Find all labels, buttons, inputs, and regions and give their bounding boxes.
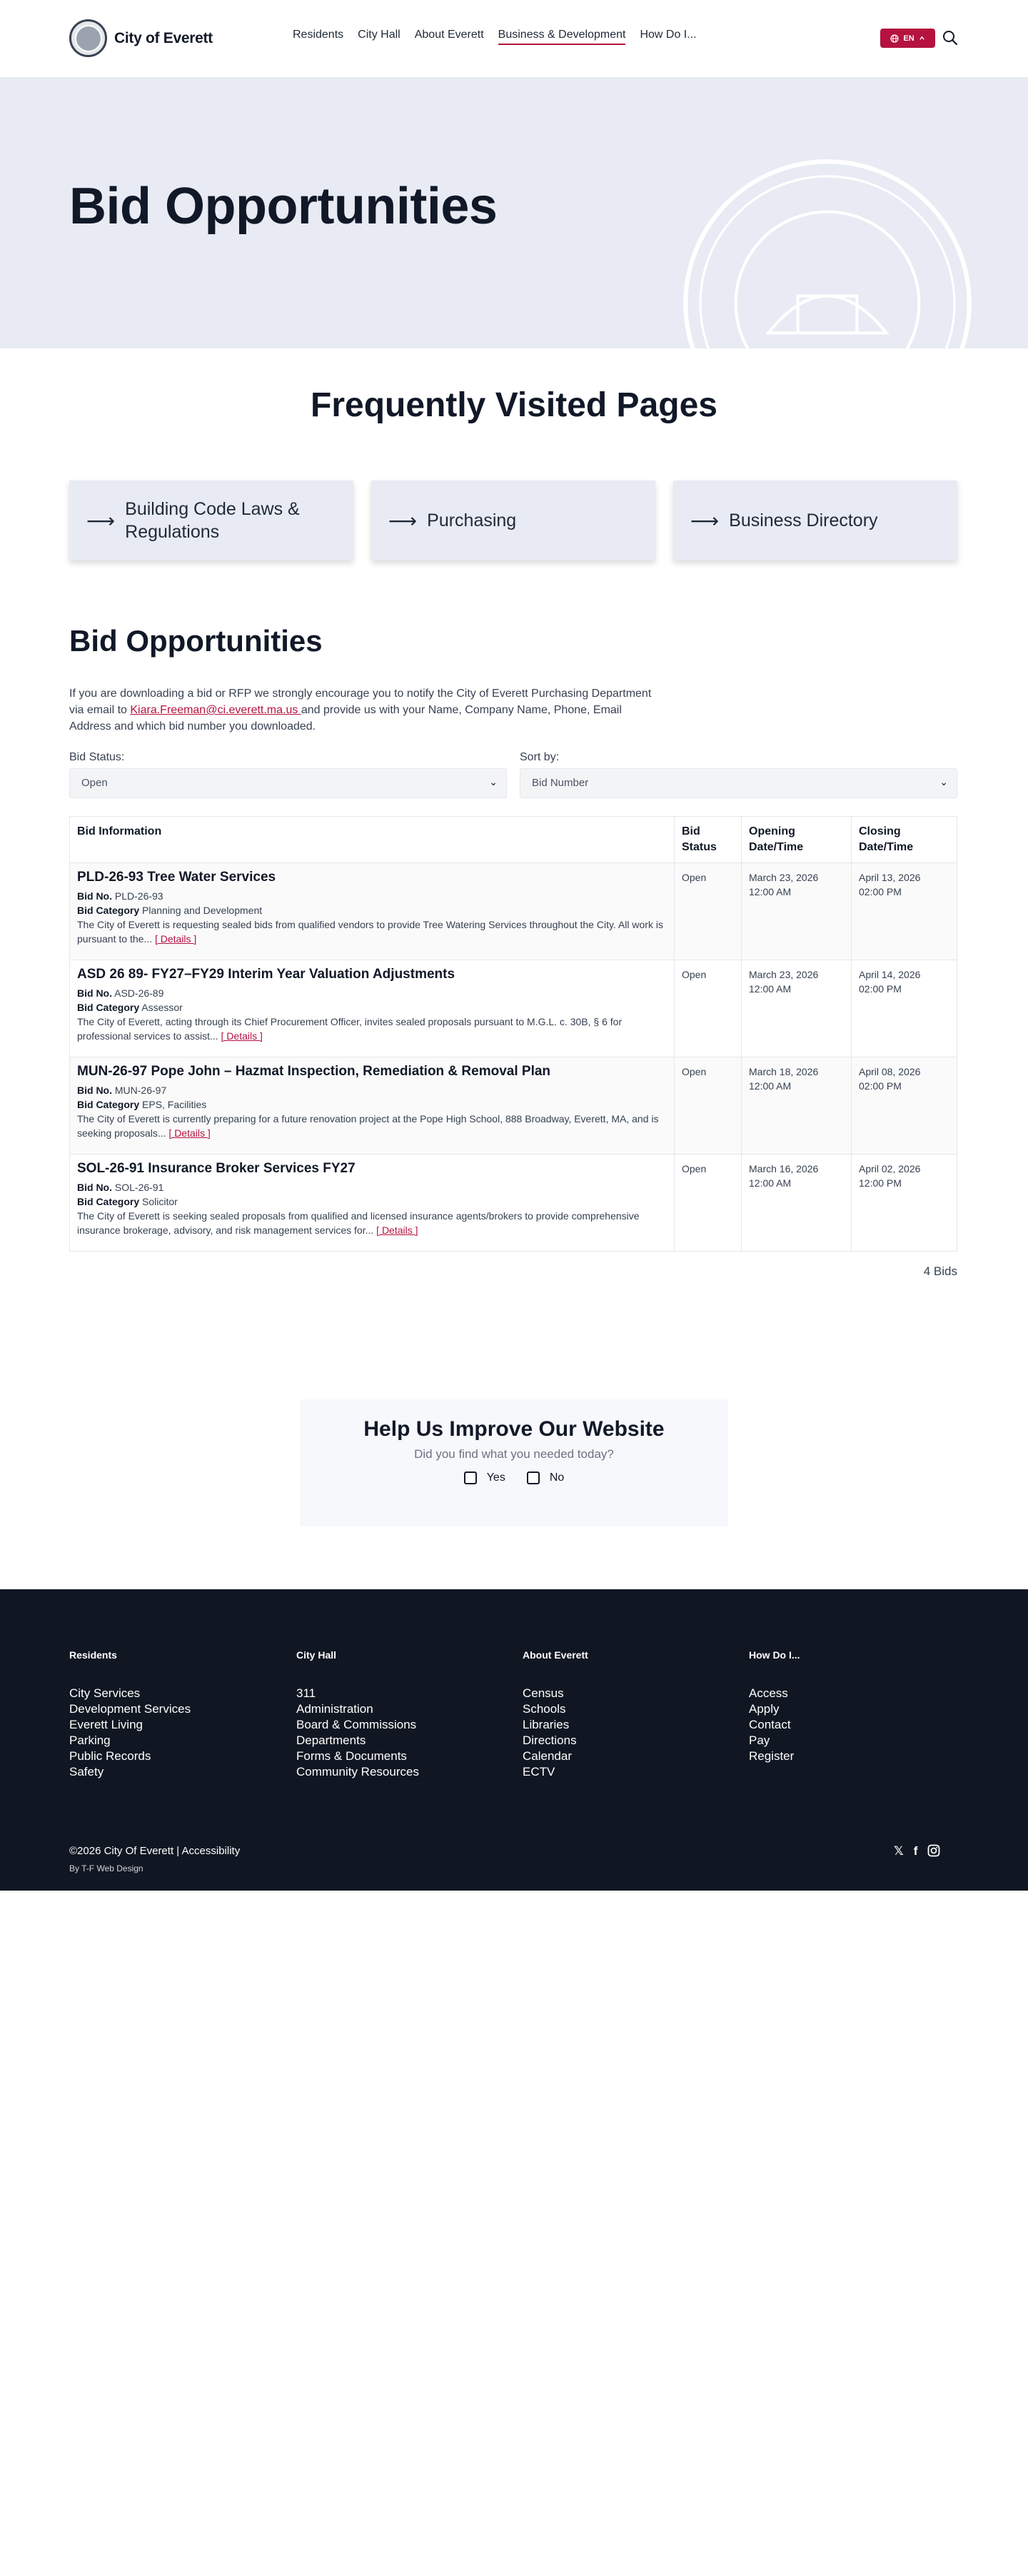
bid-name[interactable]: SOL-26-91 Insurance Broker Services FY27 xyxy=(77,1161,356,1176)
details-link[interactable]: [ Details ] xyxy=(154,933,197,945)
bid-number: Bid No. PLD-26-93 xyxy=(77,890,163,902)
site-logo[interactable] xyxy=(69,19,213,57)
search-icon[interactable] xyxy=(942,30,958,46)
card-building-code[interactable] xyxy=(69,481,353,560)
table-row xyxy=(70,960,957,1057)
footer-link[interactable]: Departments xyxy=(296,1734,366,1747)
hero-banner xyxy=(0,77,1028,348)
social-links xyxy=(894,1844,940,1858)
arrow-right-icon: ⟶ xyxy=(86,509,116,532)
language-button[interactable] xyxy=(880,29,935,48)
bid-status-cell: Open xyxy=(675,1057,742,1154)
bid-description: The City of Everett is requesting sealed bids from qualified vendors to provide Tree Watering Services throughout the City. All work is pursuant to the... [ Details ] xyxy=(77,919,663,945)
feedback-options xyxy=(300,1471,728,1484)
footer-link[interactable]: Pay xyxy=(749,1734,770,1747)
logo-text: City of Everett xyxy=(114,29,213,46)
arrow-right-icon: ⟶ xyxy=(388,509,418,532)
sort-by-select[interactable] xyxy=(520,768,957,798)
card-label: Purchasing xyxy=(427,510,517,530)
bid-number: Bid No. ASD-26-89 xyxy=(77,987,164,999)
col-closing-date: Closing Date/Time xyxy=(852,817,957,863)
closing-date-cell: April 14, 2026 02:00 PM xyxy=(852,960,957,1057)
opening-date-cell: March 18, 2026 12:00 AM xyxy=(742,1057,852,1154)
details-link[interactable]: [ Details ] xyxy=(376,1224,418,1236)
sort-by-label: Sort by: xyxy=(520,751,560,763)
bid-description: The City of Everett is seeking sealed proposals from qualified and licensed insurance agents/brokers to provide comprehensive insurance brokerage, advisory, and risk management services for... [ Details ] xyxy=(77,1210,640,1236)
footer-column-about-everett xyxy=(523,1649,588,1780)
frequently-visited-title: Frequently Visited Pages xyxy=(311,386,717,424)
footer-link[interactable]: Directions xyxy=(523,1734,577,1747)
footer-link[interactable]: Contact xyxy=(749,1718,791,1731)
chevron-down-icon: ⌄ xyxy=(939,776,948,788)
bids-count: 4 Bids xyxy=(923,1264,957,1278)
footer-link[interactable]: Access xyxy=(749,1686,788,1700)
bid-name[interactable]: ASD 26 89- FY27–FY29 Interim Year Valuation Adjustments xyxy=(77,967,455,982)
closing-date-cell: April 08, 2026 02:00 PM xyxy=(852,1057,957,1154)
sort-by-value: Bid Number xyxy=(532,777,589,789)
footer-link[interactable]: Calendar xyxy=(523,1749,572,1763)
bid-info-cell xyxy=(70,1057,675,1154)
nav-about-everett[interactable]: About Everett xyxy=(414,29,484,41)
nav-residents[interactable]: Residents xyxy=(293,29,344,41)
city-seal-icon xyxy=(69,19,107,57)
footer-link[interactable]: City Services xyxy=(69,1686,141,1700)
footer-column-title: City Hall xyxy=(296,1649,337,1661)
feedback-title: Help Us Improve Our Website xyxy=(363,1417,665,1441)
bid-status-cell: Open xyxy=(675,863,742,960)
intro-text: If you are downloading a bid or RFP we strongly encourage you to notify the City of Everett Purchasing Department via email to xyxy=(69,688,652,716)
bid-number: Bid No. SOL-26-91 xyxy=(77,1182,164,1193)
bid-status-value: Open xyxy=(81,777,108,789)
closing-date-cell: April 02, 2026 12:00 PM xyxy=(852,1154,957,1252)
col-bid-information: Bid Information xyxy=(70,817,675,863)
opening-date-cell: March 16, 2026 12:00 AM xyxy=(742,1154,852,1252)
site-header xyxy=(0,0,1028,77)
feedback-widget xyxy=(300,1399,728,1526)
yes-label: Yes xyxy=(486,1471,505,1484)
chevron-up-icon xyxy=(919,35,925,41)
table-row xyxy=(70,1154,957,1252)
closing-date-cell: April 13, 2026 02:00 PM xyxy=(852,863,957,960)
feedback-yes-option[interactable] xyxy=(464,1471,505,1484)
footer-link[interactable]: Register xyxy=(749,1749,795,1763)
site-footer xyxy=(0,1589,1028,1891)
footer-column-title: How Do I... xyxy=(749,1649,800,1661)
intro-text: and provide us with your Name, Company Name, Phone, Email Address and which bid number you downloaded. xyxy=(69,704,622,733)
bid-info-cell xyxy=(70,863,675,960)
bid-name[interactable]: PLD-26-93 Tree Water Services xyxy=(77,870,276,885)
table-row xyxy=(70,1057,957,1154)
nav-city-hall[interactable]: City Hall xyxy=(358,29,400,41)
bid-category: Bid Category EPS, Facilities xyxy=(77,1099,207,1110)
bid-intro xyxy=(69,685,662,735)
copyright-text[interactable]: ©2026 City Of Everett | Accessibility xyxy=(69,1845,241,1857)
bid-description: The City of Everett is currently preparing for a future renovation project at the Pope High School, 888 Broadway, Everett, MA, and is seeking proposals... [ Details ] xyxy=(77,1113,659,1139)
footer-link[interactable]: Safety xyxy=(69,1765,104,1778)
email-link[interactable]: Kiara.Freeman@ci.everett.ma.us xyxy=(130,704,301,716)
col-bid-status: Bid Status xyxy=(675,817,742,863)
bid-status-cell: Open xyxy=(675,1154,742,1252)
footer-link[interactable]: Forms & Documents xyxy=(296,1749,407,1763)
nav-how-do-i[interactable]: How Do I... xyxy=(640,29,697,41)
globe-icon xyxy=(890,34,899,43)
footer-link[interactable]: Board & Commissions xyxy=(296,1718,417,1731)
card-label: Business Directory xyxy=(729,510,878,530)
bid-category: Bid Category Assessor xyxy=(77,1002,183,1013)
feedback-subtitle: Did you find what you needed today? xyxy=(414,1447,614,1461)
main-nav xyxy=(293,29,697,45)
bid-info-cell xyxy=(70,1154,675,1252)
bid-category: Bid Category Planning and Development xyxy=(77,905,263,916)
footer-link[interactable]: Census xyxy=(523,1686,564,1700)
arrow-right-icon: ⟶ xyxy=(690,509,720,532)
frequently-visited-cards xyxy=(69,481,957,560)
bid-table xyxy=(69,816,957,1252)
footer-link[interactable]: ECTV xyxy=(523,1765,555,1778)
footer-link[interactable]: Libraries xyxy=(523,1718,570,1731)
city-seal-watermark-icon xyxy=(680,156,975,348)
design-credit[interactable]: By T-F Web Design xyxy=(69,1863,143,1873)
opening-date-cell: March 23, 2026 12:00 AM xyxy=(742,863,852,960)
details-link[interactable]: [ Details ] xyxy=(221,1030,263,1042)
bid-status-select[interactable] xyxy=(69,768,507,798)
footer-link[interactable]: Apply xyxy=(749,1702,780,1716)
footer-column-title: Residents xyxy=(69,1649,117,1661)
card-label: Building Code Laws & Regulations xyxy=(125,498,300,542)
facebook-icon[interactable]: f xyxy=(913,1844,918,1858)
chevron-down-icon: ⌄ xyxy=(489,776,498,788)
bid-number: Bid No. MUN-26-97 xyxy=(77,1085,167,1096)
no-checkbox[interactable] xyxy=(527,1471,540,1484)
footer-link[interactable]: Everett Living xyxy=(69,1718,143,1731)
footer-link[interactable]: Community Resources xyxy=(296,1765,419,1778)
footer-link[interactable]: Public Records xyxy=(69,1749,151,1763)
card-business-directory[interactable] xyxy=(673,481,957,560)
footer-column-how-do-i xyxy=(749,1649,800,1764)
language-label: EN xyxy=(903,34,914,43)
footer-link[interactable]: Parking xyxy=(69,1734,111,1747)
feedback-no-option[interactable] xyxy=(527,1471,564,1484)
x-icon[interactable]: 𝕏 xyxy=(894,1844,904,1858)
footer-link[interactable]: Schools xyxy=(523,1702,566,1716)
card-purchasing[interactable] xyxy=(371,481,655,560)
col-opening-date: Opening Date/Time xyxy=(742,817,852,863)
bid-category: Bid Category Solicitor xyxy=(77,1196,178,1207)
details-link[interactable]: [ Details ] xyxy=(168,1127,211,1139)
footer-column-residents xyxy=(69,1649,191,1780)
bid-description: The City of Everett, acting through its Chief Procurement Officer, invites sealed proposals pursuant to M.G.L. c. 30B, § 6 for professional services to assist... [ Details ] xyxy=(77,1016,623,1042)
no-label: No xyxy=(549,1471,565,1484)
page-title: Bid Opportunities xyxy=(69,178,498,235)
opening-date-cell: March 23, 2026 12:00 AM xyxy=(742,960,852,1057)
footer-link[interactable]: Development Services xyxy=(69,1702,191,1716)
bid-name[interactable]: MUN-26-97 Pope John – Hazmat Inspection, Remediation & Removal Plan xyxy=(77,1064,551,1079)
footer-column-city-hall xyxy=(296,1649,419,1780)
nav-business-development[interactable]: Business & Development xyxy=(498,29,626,45)
bid-info-cell xyxy=(70,960,675,1057)
footer-link[interactable]: 311 xyxy=(296,1686,316,1700)
bid-section-title: Bid Opportunities xyxy=(69,624,323,658)
bid-status-label: Bid Status: xyxy=(69,751,125,763)
table-row xyxy=(70,863,957,960)
footer-column-title: About Everett xyxy=(523,1649,588,1661)
bid-status-cell: Open xyxy=(675,960,742,1057)
instagram-icon[interactable] xyxy=(927,1844,940,1857)
footer-link[interactable]: Administration xyxy=(296,1702,373,1716)
yes-checkbox[interactable] xyxy=(464,1471,477,1484)
table-header-row xyxy=(70,817,957,863)
